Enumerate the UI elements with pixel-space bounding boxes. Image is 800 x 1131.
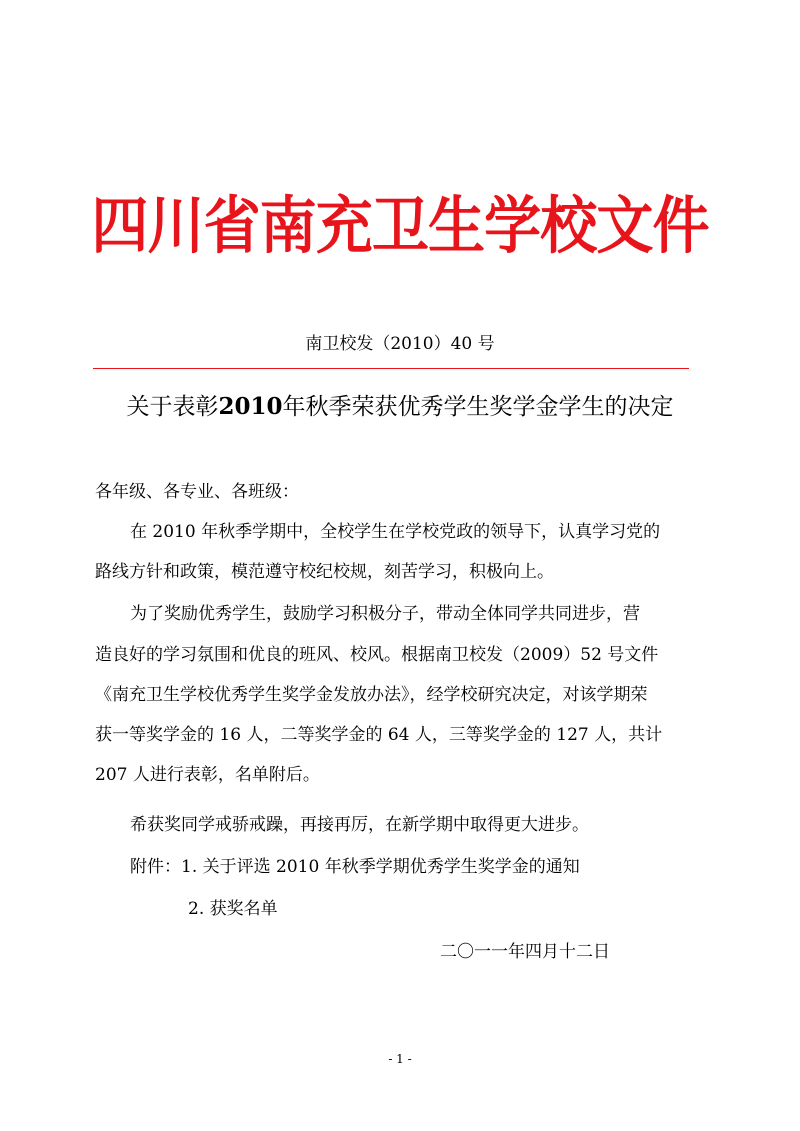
title-suffix: 年秋季荣获优秀学生奖学金学生的决定: [282, 394, 674, 420]
paragraph-2-line-4: 获一等奖学金的 16 人，二等奖学金的 64 人，三等奖学金的 127 人，共计: [95, 725, 663, 745]
paragraph-1-line-2: 路线方针和政策，模范遵守校纪校规，刻苦学习，积极向上。: [95, 562, 554, 582]
attachment-line-1: 附件：1. 关于评选 2010 年秋季学期优秀学生奖学金的通知: [130, 857, 580, 877]
paragraph-3-line-1: 希获奖同学戒骄戒躁，再接再厉，在新学期中取得更大进步。: [130, 815, 589, 835]
document-number: 南卫校发（2010）40 号: [305, 334, 495, 354]
paragraph-2-line-2: 造良好的学习氛围和优良的班风、校风。根据南卫校发（2009）52 号文件: [95, 645, 659, 665]
issue-date: 二〇一一年四月十二日: [440, 942, 610, 962]
document-title: [0, 390, 800, 424]
salutation: 各年级、各专业、各班级：: [95, 482, 299, 502]
masthead-title: 四川省南充卫生学校文件: [91, 189, 709, 262]
title-year: 2010: [218, 393, 283, 420]
red-divider-line: [93, 368, 689, 369]
paragraph-2-line-1: 为了奖励优秀学生，鼓励学习积极分子，带动全体同学共同进步，营: [130, 604, 640, 624]
page-number: - 1 -: [388, 1052, 412, 1066]
paragraph-2-line-5: 207 人进行表彰，名单附后。: [95, 765, 320, 785]
title-prefix: 关于表彰: [126, 394, 219, 420]
paragraph-1-line-1: 在 2010 年秋季学期中，全校学生在学校党政的领导下，认真学习党的: [130, 522, 661, 542]
attachment-line-2: 2. 获奖名单: [188, 899, 278, 919]
paragraph-2-line-3: 《南充卫生学校优秀学生奖学金发放办法》，经学校研究决定，对该学期荣: [95, 685, 648, 705]
